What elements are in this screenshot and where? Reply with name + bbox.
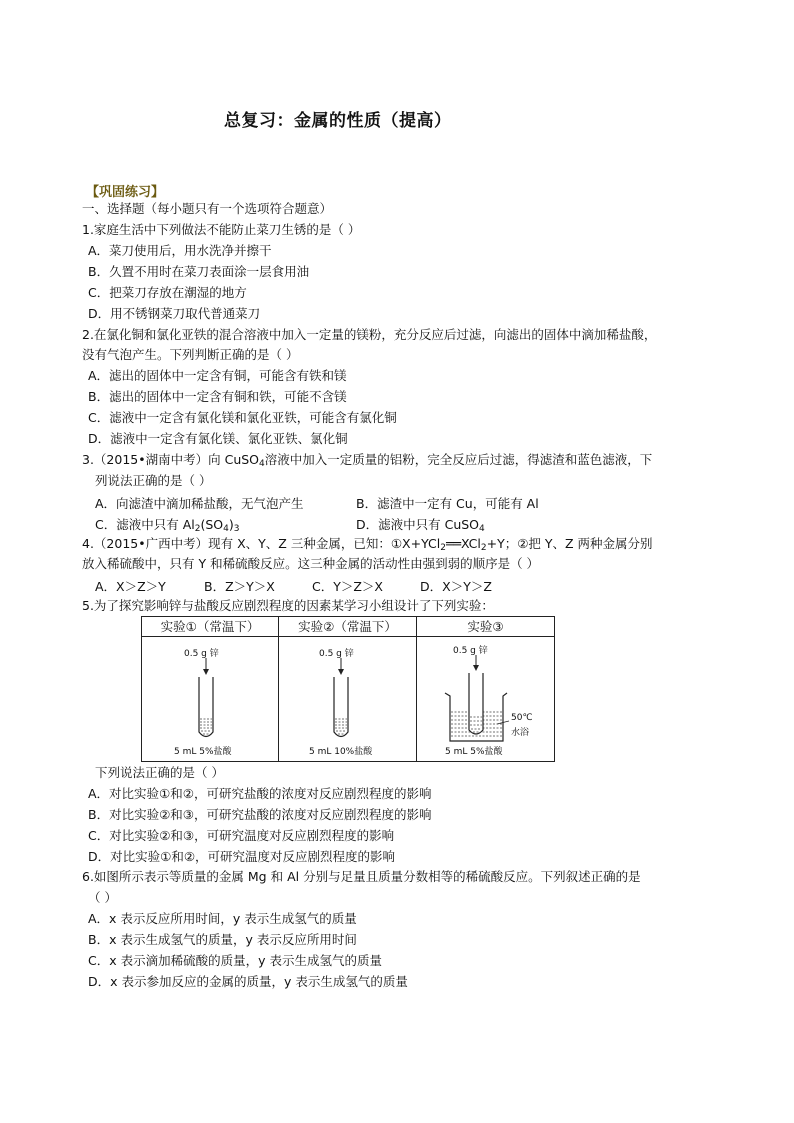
- water-bath-label: 水浴: [511, 728, 530, 738]
- q6-stem-line1: 6.如图所示表示等质量的金属 Mg 和 Al 分别与足量且质量分数相等的稀硫酸反应。下列叙述正确的是: [82, 869, 641, 884]
- q4-stem-line1: 4.（2015•广西中考）现有 X、Y、Z 三种金属，已知：①X+YCl$_2$══XCl$_2$+Y；②把 Y、Z 两种金属分别: [82, 536, 653, 553]
- experiment-2-header: 实验②（常温下）: [279, 617, 416, 637]
- experiment-3-cell: [417, 617, 554, 761]
- q1-option-a: A．菜刀使用后，用水洗净并擦干: [88, 243, 272, 258]
- q3-option-c: C．滤液中只有 $Al_2(SO_4)_3$: [95, 517, 240, 534]
- q5-option-b: B．对比实验②和③，可研究盐酸的浓度对反应剧烈程度的影响: [88, 807, 432, 822]
- q5-option-c: C．对比实验②和③，可研究温度对反应剧烈程度的影响: [88, 828, 395, 843]
- q3-stem-line1: 3.（2015•湖南中考）向 CuSO$_4$溶液中加入一定质量的铝粉，完全反应后过滤，得滤渣和蓝色滤液，下: [82, 452, 653, 469]
- q4-option-b: B．Z＞Y＞X: [204, 579, 275, 594]
- q2-option-c: C．滤液中一定含有氯化镁和氯化亚铁，可能含有氯化铜: [88, 410, 397, 425]
- q4-option-c: C．Y＞Z＞X: [312, 579, 383, 594]
- q6-stem-line2: （ ）: [88, 890, 117, 905]
- experiment-3-acid-label: 5 mL 5%盐酸: [445, 747, 503, 757]
- section-tag: 【巩固练习】: [86, 185, 165, 200]
- q1-option-b: B．久置不用时在菜刀表面涂一层食用油: [88, 264, 310, 279]
- q4-stem-line2: 放入稀硫酸中，只有 Y 和稀硫酸反应。这三种金属的活动性由强到弱的顺序是（ ）: [82, 556, 540, 571]
- experiment-2-zinc-label: 0.5 g 锌: [319, 649, 354, 659]
- water-bath-temp: 50℃: [511, 713, 533, 723]
- q4-option-d: D．X＞Y＞Z: [420, 579, 492, 594]
- q3-stem-line2: 列说法正确的是（ ）: [95, 473, 212, 488]
- test-tube-1-icon: [142, 617, 279, 761]
- q5-question: 下列说法正确的是（ ）: [95, 765, 224, 780]
- q6-option-c: C．x 表示滴加稀硫酸的质量，y 表示生成氢气的质量: [88, 953, 382, 968]
- q3-option-b: B．滤渣中一定有 Cu，可能有 Al: [356, 496, 539, 511]
- experiment-2-cell: [279, 617, 417, 761]
- experiment-1-header: 实验①（常温下）: [142, 617, 278, 637]
- q1-stem: 1.家庭生活中下列做法不能防止菜刀生锈的是（ ）: [82, 222, 361, 237]
- test-tube-2-icon: [279, 617, 417, 761]
- experiment-table: [141, 616, 555, 762]
- experiment-1-zinc-label: 0.5 g 锌: [184, 649, 219, 659]
- experiment-2-acid-label: 5 mL 10%盐酸: [309, 747, 373, 757]
- water-bath-icon: [417, 617, 554, 761]
- q2-option-b: B．滤出的固体中一定含有铜和铁，可能不含镁: [88, 389, 347, 404]
- q2-stem-line1: 2.在氯化铜和氯化亚铁的混合溶液中加入一定量的镁粉，充分反应后过滤，向滤出的固体中滴加稀盐酸，: [82, 327, 657, 342]
- q6-option-d: D．x 表示参加反应的金属的质量，y 表示生成氢气的质量: [88, 974, 408, 989]
- experiment-3-zinc-label: 0.5 g 锌: [453, 646, 488, 656]
- page-title: 总复习：金属的性质（提高）: [224, 111, 452, 131]
- experiment-3-header: 实验③: [417, 617, 554, 637]
- q3-option-d: D．滤液中只有 CuSO$_4$: [356, 517, 485, 534]
- q5-stem: 5.为了探究影响锌与盐酸反应剧烈程度的因素某学习小组设计了下列实验：: [82, 598, 494, 613]
- q2-option-d: D．滤液中一定含有氯化镁、氯化亚铁、氯化铜: [88, 431, 348, 446]
- q6-option-a: A．x 表示反应所用时间，y 表示生成氢气的质量: [88, 911, 357, 926]
- q1-option-c: C．把菜刀存放在潮湿的地方: [88, 285, 247, 300]
- q1-option-d: D．用不锈钢菜刀取代普通菜刀: [88, 306, 261, 321]
- q4-option-a: A．X＞Z＞Y: [95, 579, 166, 594]
- q6-option-b: B．x 表示生成氢气的质量，y 表示反应所用时间: [88, 932, 357, 947]
- q2-stem-line2: 没有气泡产生。下列判断正确的是（ ）: [82, 347, 299, 362]
- q3-option-a: A．向滤渣中滴加稀盐酸，无气泡产生: [95, 496, 304, 511]
- q5-option-d: D．对比实验①和②，可研究温度对反应剧烈程度的影响: [88, 849, 396, 864]
- part-heading: 一、选择题（每小题只有一个选项符合题意）: [82, 201, 333, 216]
- q2-option-a: A．滤出的固体中一定含有铜，可能含有铁和镁: [88, 368, 347, 383]
- experiment-1-cell: [142, 617, 279, 761]
- experiment-1-acid-label: 5 mL 5%盐酸: [174, 747, 232, 757]
- q5-option-a: A．对比实验①和②，可研究盐酸的浓度对反应剧烈程度的影响: [88, 786, 432, 801]
